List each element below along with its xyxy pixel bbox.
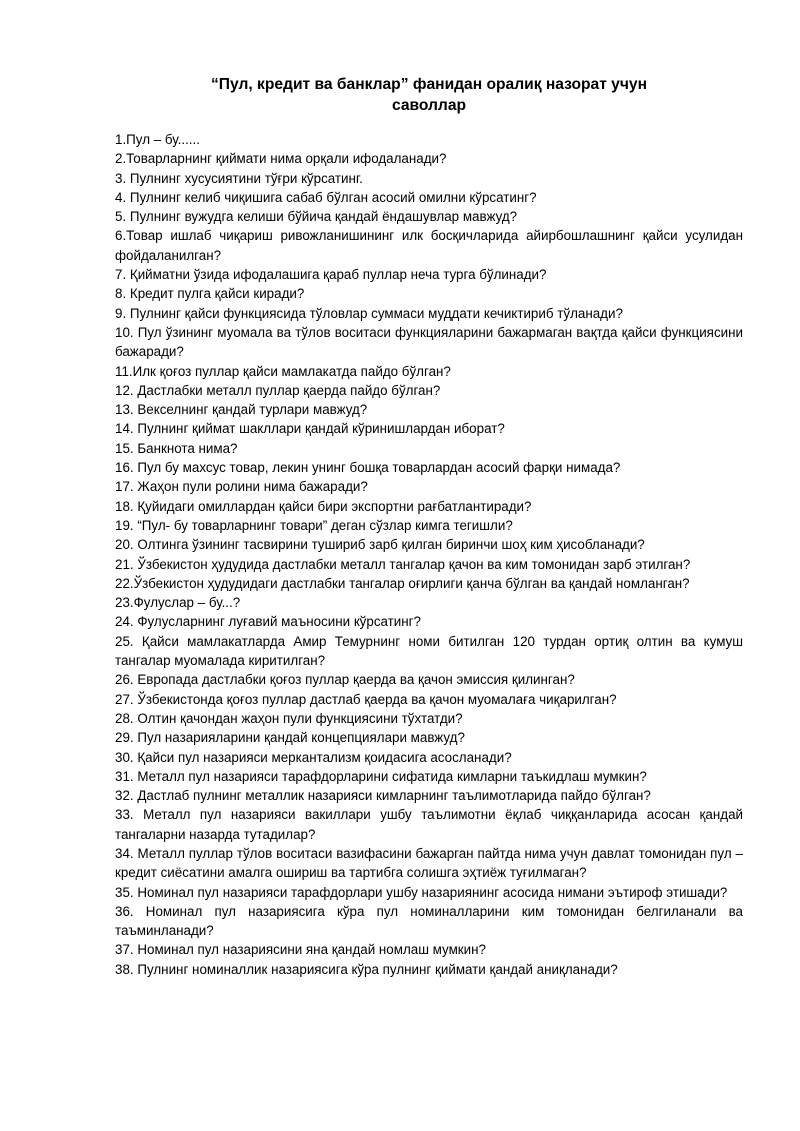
question-item: 22.Ўзбекистон ҳудудидаги дастлабки тангалар оғирлиги қанча бўлган ва қандай номланган? <box>115 575 690 591</box>
question-item: 38. Пулнинг номиналлик назариясига кўра пулнинг қиймати қандай аниқланади? <box>115 961 618 977</box>
question-item: 34. Металл пуллар тўлов воситаси вазифасини бажарган пайтда нима учун давлат томонидан пул – кредит сиёсатини амалга ошириш ва тартибга солишга эҳтиёж туғилмаган? <box>115 845 743 881</box>
question-item: 1.Пул – бу...... <box>115 132 200 147</box>
title-line-1: “Пул, кредит ва банклар” фанидан оралиқ назорат учун <box>211 76 647 93</box>
question-item: 26. Европада дастлабки қоғоз пуллар қаерда ва қачон эмиссия қилинган? <box>115 672 575 688</box>
document-title <box>115 74 743 116</box>
question-item: 12. Дастлабки металл пуллар қаерда пайдо бўлган? <box>115 382 441 398</box>
question-item: 35. Номинал пул назарияси тарафдорлари ушбу назариянинг асосида нимани эътироф этишади? <box>115 884 728 900</box>
question-item: 29. Пул назарияларини қандай концепциялари мавжуд? <box>115 730 465 746</box>
title-line-2: саволлар <box>391 97 467 114</box>
question-item: 19. “Пул- бу товарларнинг товари” деган сўзлар кимга тегишли? <box>115 517 513 533</box>
question-item: 33. Металл пул назарияси вакиллари ушбу таълимотни ёқлаб чиққанларида асосан қандай тангаларни назарда тутадилар? <box>115 807 743 842</box>
question-list <box>115 130 743 979</box>
question-item: 7. Қийматни ўзида ифодалашига қараб пуллар неча турга бўлинади? <box>115 267 547 283</box>
question-item: 28. Олтин қачондан жаҳон пули функциясини тўхтатди? <box>115 710 463 726</box>
question-item: 4. Пулнинг келиб чиқишига сабаб бўлган асосий омилни кўрсатинг? <box>115 189 537 205</box>
question-item: 15. Банкнота нима? <box>115 440 238 456</box>
question-item: 36. Номинал пул назариясига кўра пул номиналларини ким томонидан белгиланали ва таъминланади? <box>115 903 743 939</box>
question-item: 27. Ўзбекистонда қоғоз пуллар дастлаб қаерда ва қачон муомалаға чиқарилган? <box>115 691 617 707</box>
question-item: 14. Пулнинг қиймат шакллари қандай кўринишлардан иборат? <box>115 421 505 437</box>
question-item: 20. Олтинга ўзининг тасвирини тушириб зарб қилган биринчи шоҳ ким ҳисобланади? <box>115 537 645 553</box>
question-item: 32. Дастлаб пулнинг металлик назарияси кимларнинг таълимотларида пайдо бўлган? <box>115 788 651 804</box>
question-item: 25. Қайси мамлакатларда Амир Темурнинг номи битилган 120 турдан ортиқ олтин ва кумуш тангалар муомалада киритилган? <box>115 633 743 669</box>
question-item: 30. Қайси пул назарияси меркантализм қоидасига асосланади? <box>115 749 512 765</box>
question-item: 5. Пулнинг вужудга келиши бўйича қандай ёндашувлар мавжуд? <box>115 209 518 225</box>
question-item: 21. Ўзбекистон ҳудудида дастлабки металл тангалар қачон ва ким томонидан зарб этилган? <box>115 556 691 572</box>
question-item: 23.Фулуслар – бу...? <box>115 595 241 611</box>
question-item: 11.Илк қоғоз пуллар қайси мамлакатда пайдо бўлган? <box>115 363 451 379</box>
question-item: 31. Металл пул назарияси тарафдорларини сифатида кимларни таъкидлаш мумкин? <box>115 768 647 784</box>
question-item: 37. Номинал пул назариясини яна қандай номлаш мумкин? <box>115 942 486 958</box>
question-item: 17. Жаҳон пули ролини нима бажаради? <box>115 479 368 495</box>
question-item: 3. Пулнинг хусусиятини тўғри кўрсатинг. <box>115 170 363 186</box>
question-item: 13. Векселнинг қандай турлари мавжуд? <box>115 402 368 418</box>
question-item: 8. Кредит пулга қайси киради? <box>115 286 305 302</box>
question-item: 10. Пул ўзининг муомала ва тўлов воситаси функцияларини бажармаган вақтда қайси функциясини бажаради? <box>115 324 743 360</box>
question-item: 6.Товар ишлаб чиқариш ривожланишининг илк босқичларида айирбошлашнинг қайси усулидан фойдаланилган? <box>115 228 743 263</box>
question-item: 2.Товарларнинг қиймати нима орқали ифодаланади? <box>115 151 447 167</box>
question-item: 24. Фулусларнинг луғавий маъносини кўрсатинг? <box>115 614 422 630</box>
question-item: 18. Қуйидаги омиллардан қайси бири экспортни рағбатлантиради? <box>115 498 532 514</box>
question-item: 16. Пул бу махсус товар, лекин унинг бошқа товарлардан асосий фарқи нимада? <box>115 460 621 476</box>
question-item: 9. Пулнинг қайси функциясида тўловлар суммаси муддати кечиктириб тўланади? <box>115 305 623 321</box>
